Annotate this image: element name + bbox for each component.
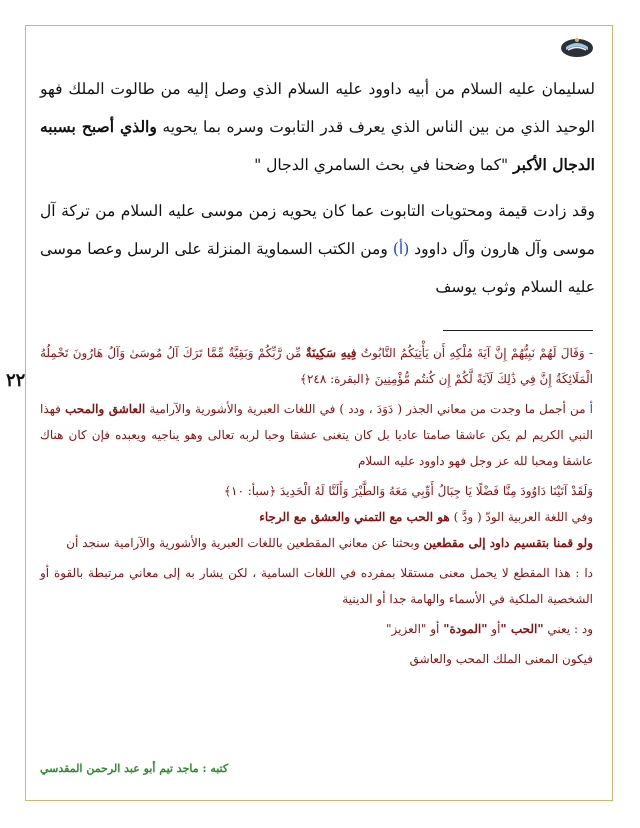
da-meaning: دا : هذا المقطع لا يحمل معنى مستقلا بمفرده في اللغات السامية ، لكن يشار به إلى معاني مرتبطة بالقوة أو الشخصية الملكية في الأسماء والهامة جدا أو الدينية — [40, 566, 593, 606]
final-meaning: فيكون المعنى الملك المحب والعاشق — [409, 652, 593, 666]
paragraph-2: وقد زادت قيمة ومحتويات التابوت عما كان يحويه زمن موسى عليه السلام من تركة آل موسى وآل هارون وآل داوود (أ) ومن الكتب السماوية المنزلة على الرسل وعصا موسى عليه السلام وثوب يوسف — [40, 202, 595, 296]
wad-definition: وفي اللغة العربية الودّ ( ودَّ ) هو الحب مع التمني والعشق مع الرجاء — [259, 510, 593, 524]
footnote-marker: أ — [589, 402, 593, 416]
emphasis-dajjal: والذي أصبح بسببه الدجال الأكبر — [40, 117, 595, 174]
footnotes — [40, 340, 593, 672]
quran-verse-baqara: - وَقَالَ لَهُمْ نَبِيُّهُمْ إِنَّ آيَةَ مُلْكِهِ أَن يَأْتِيَكُمُ التَّابُوتُ فِيهِ سَكِينَةٌ مِّن رَّبِّكُمْ وَبَقِيَّةٌ مِّمَّا تَرَكَ آلُ مُوسَىٰ وَآلُ هَارُونَ تَحْمِلُهُ الْمَلَائِكَةُ إِنَّ فِي ذَٰلِكَ لَآيَةً لَّكُمْ إِن كُنتُم مُّؤْمِنِينَ ﴿البقرة: ٢٤٨﴾ — [40, 346, 593, 386]
paragraph-1: لسليمان عليه السلام من أبيه داوود عليه السلام الذي وصل إليه من طالوت الملك فهو الوحيد الذي من بين الناس الذي يعرف قدر التابوت وسره بما يحويه والذي أصبح بسببه الدجال الأكبر "كما وضحنا في بحث السامري الدجال " — [40, 80, 595, 174]
book-logo-icon — [560, 34, 594, 58]
footnote-ref-a[interactable]: (أ) — [392, 240, 410, 258]
footnote-divider — [443, 330, 593, 331]
quran-verse-saba: وَلَقَدْ آتَيْنَا دَاوُودَ مِنَّا فَضْلًا يَا جِبَالُ أَوِّبِي مَعَهُ وَالطَّيْرَ وَأَلَنَّا لَهُ الْحَدِيدَ ﴿سبأ: ١٠﴾ — [224, 484, 593, 498]
body-text — [40, 70, 595, 306]
author-signature: كتبه : ماجد تيم أبو عبد الرحمن المقدسي — [40, 762, 229, 775]
footnote-a: أ من أجمل ما وجدت من معاني الجذر ( دَوَدَ ، ودد ) في اللغات العبرية والأشورية والآرامية العاشق والمحب فهذا النبي الكريم لم يكن عاشقا صامتا عاديا بل كان يتغنى عشقا وحبا لربه تعالى وهو يناجيه ويعبده فإن كان هناك عاشقا ومحبا لله عز وجل فهو داوود عليه السلام — [40, 402, 593, 468]
wd-meaning: ود : يعني "الحب "أو "المودة" أو "العزيز" — [386, 622, 593, 636]
split-paragraph: ولو قمنا بتقسيم داود إلى مقطعين وبحثنا عن معاني المقطعين باللغات العبرية والأشورية والآرامية سنجد أن — [66, 536, 593, 550]
page-number: ٢٢ — [6, 370, 26, 391]
